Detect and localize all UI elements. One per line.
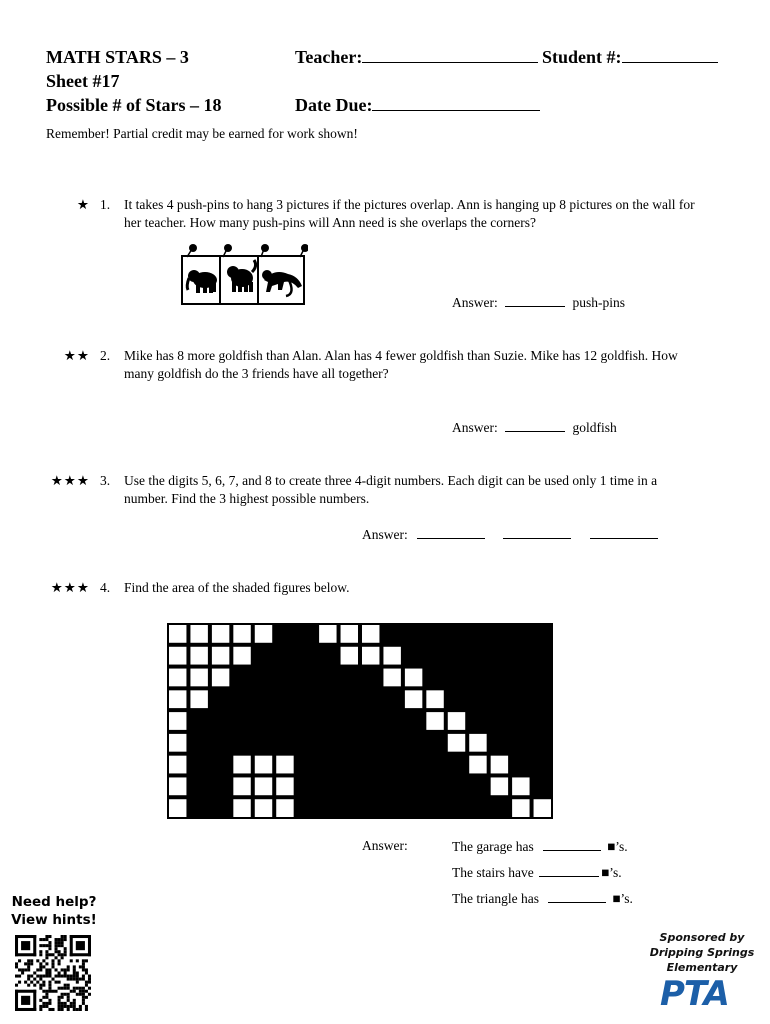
- grid-cell: [448, 712, 465, 730]
- grid-cell: [233, 625, 250, 643]
- grid-cell: [405, 669, 422, 687]
- answer-blank[interactable]: [543, 838, 601, 851]
- grid-cell: [448, 734, 465, 752]
- grid-cell: [362, 625, 379, 643]
- question-3: [46, 472, 746, 506]
- answer-line-garage[interactable]: [452, 838, 628, 855]
- grid-cell: [362, 647, 379, 665]
- grid-cell: [169, 756, 186, 774]
- worksheet-title: MATH STARS – 3: [46, 47, 189, 67]
- grid-cell: [212, 647, 229, 665]
- star-rating: ★★★: [50, 580, 90, 595]
- grid-cell: [426, 712, 443, 730]
- grid-cell: [169, 712, 186, 730]
- question-4: [46, 579, 746, 599]
- grid-cell: [169, 777, 186, 795]
- date-due-blank[interactable]: [372, 98, 540, 111]
- answer-unit: push-pins: [572, 295, 626, 310]
- answer-blank[interactable]: [590, 526, 658, 539]
- grid-cell: [190, 669, 207, 687]
- answer-line-suffix: ’s.: [620, 891, 633, 906]
- help-text: [6, 893, 102, 929]
- question-2: [46, 347, 746, 381]
- grid-cell: [469, 756, 486, 774]
- black-square-icon: ■: [607, 839, 616, 854]
- question-number: 2.: [100, 348, 111, 363]
- star-rating: ★★: [63, 348, 90, 363]
- sponsor-line-3: Elementary: [666, 961, 738, 974]
- grid-cell: [169, 647, 186, 665]
- question-text: Use the digits 5, 6, 7, and 8 to create three 4-digit numbers. Each digit can be used only 1 time in a number. Find the 3 highest possible numbers.: [124, 473, 658, 506]
- grid-cell: [405, 690, 422, 708]
- question-text: Find the area of the shaded figures below.: [124, 580, 350, 595]
- answer-label: Answer:: [452, 420, 498, 435]
- grid-cell: [512, 799, 529, 817]
- reminder-text: Remember! Partial credit may be earned for work shown!: [46, 126, 358, 141]
- answer-blank[interactable]: [417, 526, 485, 539]
- star-rating: ★: [76, 197, 90, 212]
- grid-cell: [341, 647, 358, 665]
- grid-cell: [319, 625, 336, 643]
- grid-cell: [169, 669, 186, 687]
- grid-cell: [341, 625, 358, 643]
- grid-cell: [190, 625, 207, 643]
- answer-line-text: The triangle has: [452, 891, 539, 906]
- answer-row-2[interactable]: [452, 419, 617, 436]
- grid-cell: [255, 625, 272, 643]
- black-square-icon: ■: [601, 865, 610, 880]
- grid-cell: [233, 799, 250, 817]
- qr-code-icon[interactable]: [15, 935, 91, 1011]
- answer-line-suffix: ’s.: [615, 839, 628, 854]
- grid-cell: [233, 756, 250, 774]
- grid-cell: [255, 756, 272, 774]
- pta-logo: PTA: [660, 974, 729, 1014]
- grid-cell: [169, 734, 186, 752]
- help-line-2: View hints!: [11, 912, 97, 928]
- question-1: [46, 196, 746, 230]
- answer-unit: goldfish: [572, 420, 617, 435]
- date-due-field[interactable]: [295, 95, 540, 116]
- grid-cell: [233, 777, 250, 795]
- answer-blank[interactable]: [539, 864, 599, 877]
- question-text: Mike has 8 more goldfish than Alan. Alan has 4 fewer goldfish than Suzie. Mike has 12 goldfish. How many goldfish do the 3 friends have all together?: [124, 348, 678, 381]
- sponsor-text: [646, 930, 758, 975]
- question-text: It takes 4 push-pins to hang 3 pictures if the pictures overlap. Ann is hanging up 8 pictures on the wall for her teacher. How many push-pins will Ann need is she overlaps the corners?: [124, 197, 695, 230]
- answer-line-text: The stairs have: [452, 865, 534, 880]
- grid-cell: [169, 799, 186, 817]
- grid-cell: [212, 669, 229, 687]
- sponsor-line-2: Dripping Springs: [649, 946, 755, 959]
- grid-cell: [212, 625, 229, 643]
- grid-cell: [534, 799, 551, 817]
- answer-label: Answer:: [362, 527, 408, 542]
- pictures-illustration: [178, 240, 308, 308]
- answer-line-triangle[interactable]: [452, 890, 633, 907]
- question-number: 3.: [100, 473, 111, 488]
- answer-row-3[interactable]: [362, 526, 658, 543]
- answer-line-text: The garage has: [452, 839, 534, 854]
- answer-label-4: Answer:: [362, 838, 408, 853]
- grid-cell: [276, 799, 293, 817]
- grid-cell: [233, 647, 250, 665]
- student-blank[interactable]: [622, 50, 718, 63]
- answer-label: Answer:: [452, 295, 498, 310]
- answer-blank[interactable]: [505, 419, 565, 432]
- question-number: 1.: [100, 197, 111, 212]
- possible-stars: Possible # of Stars – 18: [46, 95, 222, 115]
- teacher-blank[interactable]: [362, 50, 538, 63]
- teacher-label: Teacher:: [295, 47, 363, 67]
- grid-cell: [255, 777, 272, 795]
- grid-cell: [190, 647, 207, 665]
- grid-cell: [426, 690, 443, 708]
- answer-blank[interactable]: [503, 526, 571, 539]
- grid-cell: [469, 734, 486, 752]
- grid-cell: [169, 690, 186, 708]
- grid-cell: [383, 647, 400, 665]
- star-rating: ★★★: [50, 473, 90, 488]
- black-square-icon: ■: [612, 891, 621, 906]
- sheet-number: Sheet #17: [46, 71, 120, 91]
- answer-blank[interactable]: [548, 890, 606, 903]
- grid-cell: [169, 625, 186, 643]
- sponsor-line-1: Sponsored by: [659, 931, 745, 944]
- answer-line-stairs[interactable]: [452, 864, 622, 881]
- student-field[interactable]: [542, 47, 718, 68]
- date-due-label: Date Due:: [295, 95, 373, 115]
- question-number: 4.: [100, 580, 111, 595]
- help-line-1: Need help?: [11, 894, 97, 910]
- shaded-figures-grid: [167, 623, 553, 819]
- grid-cell: [491, 777, 508, 795]
- grid-cell: [383, 669, 400, 687]
- answer-blank[interactable]: [505, 294, 565, 307]
- answer-line-suffix: ’s.: [609, 865, 622, 880]
- grid-cell: [276, 756, 293, 774]
- student-label: Student #:: [542, 47, 622, 67]
- grid-cell: [491, 756, 508, 774]
- grid-cell: [190, 690, 207, 708]
- teacher-field[interactable]: [295, 47, 538, 68]
- grid-cell: [512, 777, 529, 795]
- grid-cell: [255, 799, 272, 817]
- grid-cell: [276, 777, 293, 795]
- answer-row-1[interactable]: [452, 294, 625, 311]
